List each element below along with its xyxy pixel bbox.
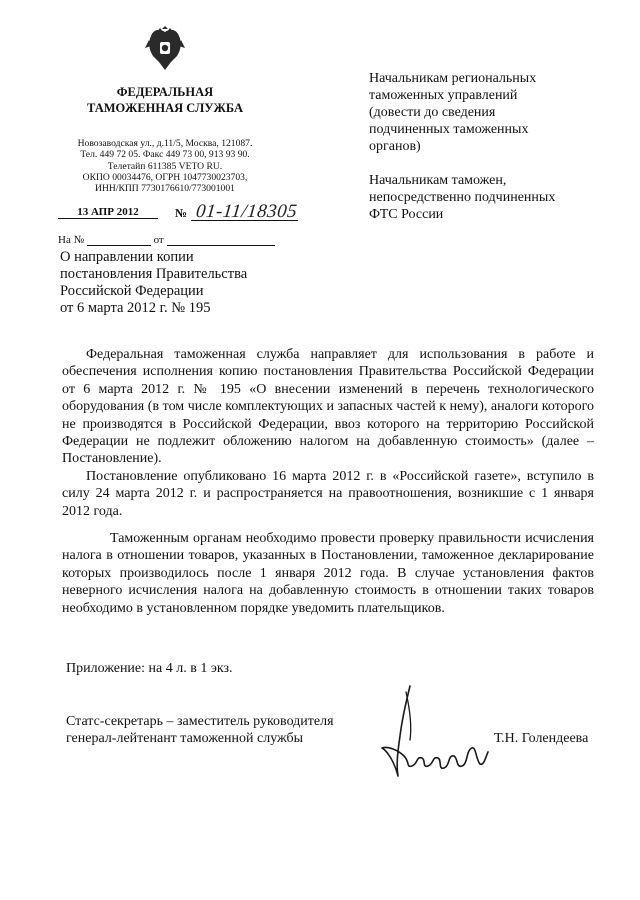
organization-contacts	[60, 138, 270, 194]
contact-phone: Тел. 449 72 05. Факс 449 73 00, 913 93 90.	[80, 149, 250, 161]
addressee-line: таможенных управлений	[369, 88, 518, 103]
signatory-title-line-2: генерал-лейтенант таможенной службы	[66, 731, 304, 746]
signatory-title	[66, 713, 366, 747]
signatory-name: Т.Н. Голендеева	[494, 731, 589, 746]
addressee-line: органов)	[369, 139, 421, 154]
addressee-line: Начальникам таможен,	[369, 173, 507, 188]
contact-inn: ИНН/КПП 7730176610/773001001	[95, 183, 235, 195]
signatory-title-line-1: Статс-секретарь – заместитель руководителя	[66, 714, 334, 729]
addressee-line: непосредственно подчиненных	[369, 190, 556, 205]
contact-address: Новозаводская ул., д.11/5, Москва, 121087.	[77, 138, 253, 149]
body-paragraph-1: Федеральная таможенная служба направляет для использования в работе и обеспечения исполнения копию постановления Правительства Российской Федерации от 6 марта 2012 г. № 195 «О внесении изменений в перечень технологического оборудования (в том числе комплектующих и запасных частей к нему), аналоги которого не производятся в Российской Федерации, ввоз которого на территорию Российской Федерации не подлежит обложению налогом на добавленную стоимость» (далее – Постановление).	[62, 347, 594, 467]
registration-number: 01-11/18305	[194, 201, 299, 222]
document-date: 13 АПР 2012	[58, 206, 158, 218]
subject-line-4: от 6 марта 2012 г. № 195	[60, 300, 211, 316]
subject-line-1: О направлении копии	[60, 249, 194, 265]
coat-of-arms-icon	[145, 26, 185, 74]
addressee-line: (довести до сведения	[369, 105, 496, 120]
ref-number-blank	[87, 245, 151, 246]
contact-okpo: ОКПО 00034476, ОГРН 1047730023703,	[82, 171, 248, 183]
addressee-line: подчиненных таможенных	[369, 122, 529, 137]
contact-teletype: Телетайп 611385 VETO RU.	[107, 160, 223, 172]
org-line-1: ФЕДЕРАЛЬНАЯ	[116, 85, 214, 99]
ref-ot-label: от	[153, 234, 164, 246]
reference-line	[58, 234, 275, 246]
body-paragraph-2: Постановление опубликовано 16 марта 2012 г. в «Российской газете», вступило в силу 24 марта 2012 г. и распространяется на правоотношения, возникшие с 1 января 2012 года.	[62, 468, 594, 519]
ref-date-blank	[167, 245, 275, 246]
addressee-line: ФТС России	[369, 207, 444, 222]
subject-line-2: постановления Правительства	[60, 266, 248, 282]
letter-body	[62, 346, 594, 617]
addressee-line: Начальникам региональных	[369, 71, 537, 86]
subject-line-3: Российской Федерации	[60, 283, 204, 299]
handwritten-signature	[376, 680, 492, 780]
addressee-block-1	[369, 70, 599, 155]
document-subject	[60, 249, 300, 317]
annex-note: Приложение: на 4 л. в 1 экз.	[66, 661, 233, 676]
number-label: №	[175, 206, 188, 220]
ref-na-label: На №	[58, 234, 85, 246]
addressee-block-2	[369, 172, 599, 223]
org-line-2: ТАМОЖЕННАЯ СЛУЖБА	[87, 101, 243, 115]
body-paragraph-3: Таможенным органам необходимо провести проверку правильности исчисления налога в отношении товаров, указанных в Постановлении, таможенное декларирование которых производилось после 1 января 2012 года. В случае установления фактов неверного исчисления налога на добавленную стоимость в отношении таких товаров необходимо в установленном порядке уведомить плательщиков.	[62, 531, 594, 616]
organization-name	[60, 84, 270, 116]
